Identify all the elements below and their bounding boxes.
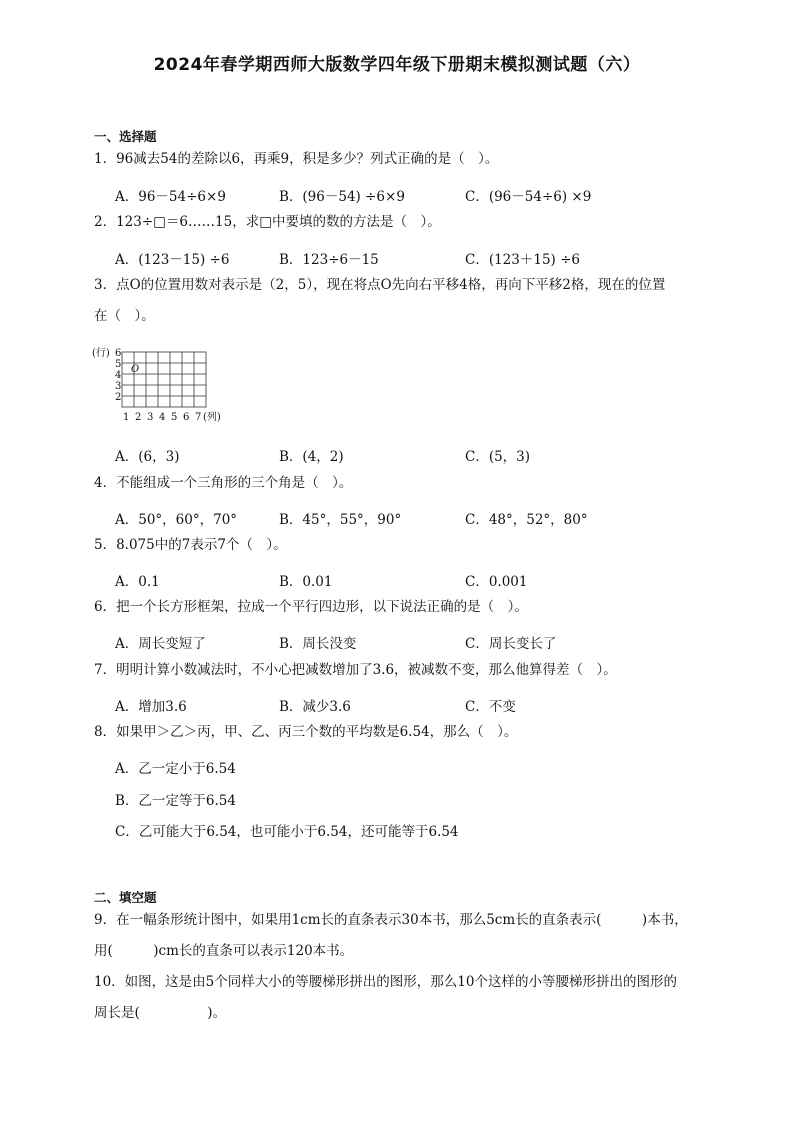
col-tick-6: 6 bbox=[183, 412, 190, 423]
q8-option-c: C．乙可能大于6.54，也可能小于6.54，还可能等于6.54 bbox=[115, 824, 459, 840]
row-tick-6: 6 bbox=[115, 348, 122, 359]
row-tick-3: 3 bbox=[115, 381, 122, 392]
col-tick-5: 5 bbox=[171, 412, 178, 423]
q4-option-b: B．45°，55°，90° bbox=[279, 512, 402, 528]
coordinate-grid-figure bbox=[92, 342, 242, 428]
q6-option-c: C．周长变长了 bbox=[465, 636, 557, 652]
row-tick-4: 4 bbox=[115, 370, 122, 381]
section-fill-heading: 二、填空题 bbox=[94, 890, 157, 905]
row-tick-2: 2 bbox=[115, 392, 122, 403]
q4-option-c: C．48°，52°，80° bbox=[465, 512, 588, 528]
q8-option-b: B．乙一定等于6.54 bbox=[115, 793, 236, 809]
q1-option-c: C．(96－54÷6) ×9 bbox=[465, 189, 592, 205]
question-5: 5．8.075中的7表示7个（ ）。 bbox=[94, 537, 287, 553]
col-tick-2: 2 bbox=[135, 412, 142, 423]
q8-option-a: A．乙一定小于6.54 bbox=[115, 761, 236, 777]
col-tick-7: 7 bbox=[195, 412, 202, 423]
q1-option-a: A．96－54÷6×9 bbox=[115, 189, 226, 205]
q2-option-c: C．(123＋15) ÷6 bbox=[465, 252, 581, 268]
q7-option-a: A．增加3.6 bbox=[115, 699, 187, 715]
question-3-line-1: 3．点O的位置用数对表示是（2，5），现在将点O先向右平移4格，再向下平移2格，现在的位置 bbox=[94, 277, 666, 293]
q2-option-b: B．123÷6－15 bbox=[279, 252, 379, 268]
question-2: 2．123÷□＝6……15，求□中要填的数的方法是（ ）。 bbox=[94, 214, 441, 230]
col-tick-1: 1 bbox=[123, 412, 130, 423]
question-1: 1．96减去54的差除以6，再乘9，积是多少？列式正确的是（ ）。 bbox=[94, 151, 499, 167]
q2-option-a: A．(123－15) ÷6 bbox=[115, 252, 230, 268]
question-8: 8．如果甲＞乙＞丙，甲、乙、丙三个数的平均数是6.54，那么（ ）。 bbox=[94, 724, 518, 740]
question-10-line-1: 10．如图，这是由5个同样大小的等腰梯形拼出的图形，那么10个这样的小等腰梯形拼出的图形的 bbox=[94, 974, 677, 990]
question-9-line-2: 用( )cm长的直条可以表示120本书。 bbox=[94, 943, 354, 959]
q3-option-a: A．(6，3) bbox=[115, 449, 180, 465]
q7-option-c: C．不变 bbox=[465, 699, 516, 715]
question-4: 4．不能组成一个三角形的三个角是（ ）。 bbox=[94, 475, 353, 491]
point-o-label: O bbox=[131, 364, 140, 375]
question-9-line-1: 9．在一幅条形统计图中，如果用1cm长的直条表示30本书，那么5cm长的直条表示( )本书， bbox=[94, 912, 688, 928]
q7-option-b: B．减少3.6 bbox=[279, 699, 351, 715]
col-axis-label: (列) bbox=[203, 412, 221, 423]
question-10-line-2: 周长是( )。 bbox=[94, 1005, 227, 1021]
q5-option-c: C．0.001 bbox=[465, 574, 528, 590]
q3-option-c: C．(5，3) bbox=[465, 449, 531, 465]
q5-option-b: B．0.01 bbox=[279, 574, 333, 590]
page-title: 2024年春学期西师大版数学四年级下册期末模拟测试题（六） bbox=[153, 55, 641, 75]
question-3-line-2: 在（ ）。 bbox=[94, 308, 155, 324]
q6-option-a: A．周长变短了 bbox=[115, 636, 206, 652]
q5-option-a: A．0.1 bbox=[115, 574, 160, 590]
q3-option-b: B．(4，2) bbox=[279, 449, 344, 465]
q6-option-b: B．周长没变 bbox=[279, 636, 357, 652]
q1-option-b: B．(96－54) ÷6×9 bbox=[279, 189, 405, 205]
section-choice-heading: 一、选择题 bbox=[94, 129, 157, 144]
col-tick-4: 4 bbox=[159, 412, 166, 423]
question-6: 6．把一个长方形框架，拉成一个平行四边形，以下说法正确的是（ ）。 bbox=[94, 599, 528, 615]
question-7: 7．明明计算小数减法时，不小心把减数增加了3.6，被减数不变，那么他算得差（ ）。 bbox=[94, 662, 617, 678]
row-axis-label: (行) bbox=[92, 348, 110, 359]
col-tick-3: 3 bbox=[147, 412, 154, 423]
q4-option-a: A．50°，60°，70° bbox=[115, 512, 238, 528]
row-tick-5: 5 bbox=[115, 359, 122, 370]
